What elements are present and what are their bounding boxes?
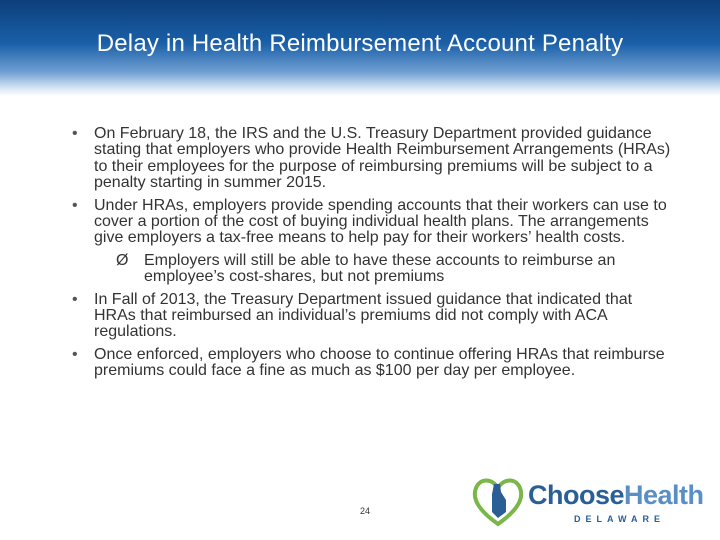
logo-wordmark bbox=[528, 480, 704, 511]
bullet-text: In Fall of 2013, the Treasury Department issued guidance that indicated that HRAs that reimbursed an individual’s premiums did not comply with ACA regulations. bbox=[94, 290, 633, 341]
bullet-dot-icon: • bbox=[72, 125, 78, 142]
bullet-dot-icon: • bbox=[72, 345, 78, 363]
delaware-heart-logo-icon bbox=[470, 472, 526, 528]
logo-word-choose: Choose bbox=[528, 480, 625, 510]
bullet-text: Once enforced, employers who choose to continue offering HRAs that reimburse premiums could face a fine as much as $100 per day per employee. bbox=[94, 345, 665, 380]
bullet-text: Under HRAs, employers provide spending accounts that their workers can use to cover a portion of the cost of buying individual health plans. The arrangements give employers a tax-free means to help pay for their workers’ health costs. bbox=[94, 196, 667, 247]
sub-bullet-item bbox=[66, 253, 676, 286]
slide-title: Delay in Health Reimbursement Account Penalty bbox=[96, 30, 624, 57]
bullet-dot-icon: • bbox=[72, 196, 78, 214]
bullet-dot-icon: • bbox=[72, 290, 78, 308]
choose-health-delaware-logo bbox=[470, 472, 704, 528]
arrow-bullet-icon: Ø bbox=[116, 251, 129, 269]
bullet-item bbox=[66, 198, 676, 247]
page-number: 24 bbox=[360, 506, 371, 516]
bullet-item bbox=[66, 292, 676, 341]
logo-word-health: Health bbox=[624, 480, 704, 510]
bullet-item bbox=[66, 126, 676, 192]
slide-body bbox=[66, 126, 676, 386]
bullet-item bbox=[66, 347, 676, 380]
bullet-text: On February 18, the IRS and the U.S. Treasury Department provided guidance stating that employers who provide Health Reimbursement Arrangements (HRAs) to their employees for the purpose of reimbursing premiums will be subject to a penalty starting in summer 2015. bbox=[94, 125, 671, 192]
logo-subtitle: DELAWARE bbox=[574, 514, 666, 524]
sub-bullet-text: Employers will still be able to have these accounts to reimburse an employee’s cost-shares, but not premiums bbox=[144, 251, 616, 286]
